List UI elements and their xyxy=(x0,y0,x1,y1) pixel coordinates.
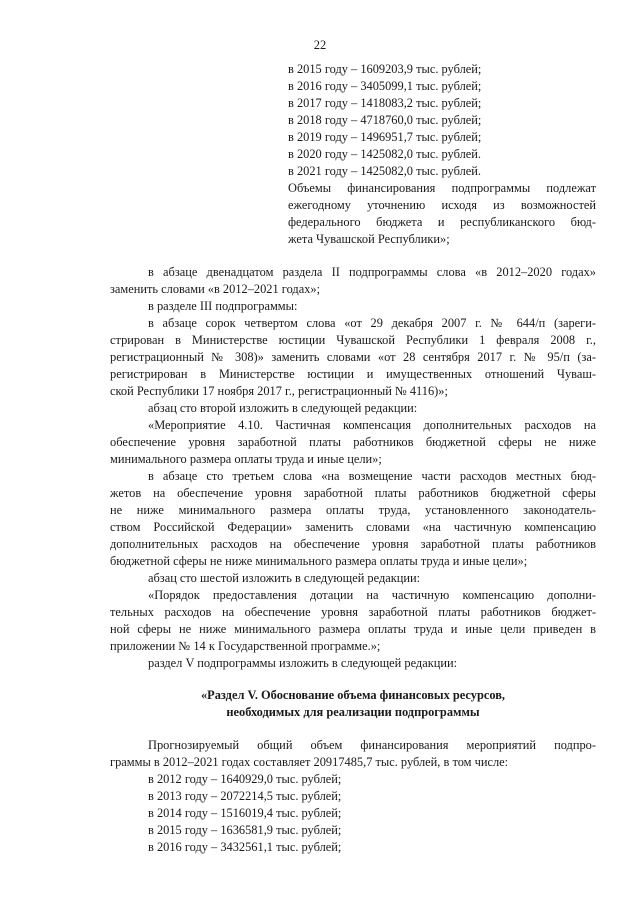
body-line: раздел V подпрограммы изложить в следующей редакции: xyxy=(148,656,458,670)
body-line: ской Республики 17 ноября 2017 г., регистрационный № 4116)»; xyxy=(110,384,448,398)
page-number: 22 xyxy=(313,38,327,52)
body-line: заменить словами «в 2012–2021 годах»; xyxy=(110,282,321,296)
body-line: в разделе III подпрограммы: xyxy=(148,299,298,313)
body-line: абзац сто второй изложить в следующей редакции: xyxy=(148,401,418,415)
year-line: в 2021 году – 1425082,0 тыс. рублей. xyxy=(288,164,481,178)
year-line: в 2016 году – 3432561,1 тыс. рублей; xyxy=(148,840,342,854)
body-line: тельных расходов на обеспечение уровня заработной платы работников бюджет- xyxy=(110,605,596,619)
body-line: дополнительных расходов на обеспечение уровня заработной платы работников xyxy=(110,537,596,551)
funding-note-line: Объемы финансирования подпрограммы подлежат xyxy=(288,181,596,195)
body-line: обеспечение уровня заработной платы работников бюджетной сферы не ниже xyxy=(110,435,596,449)
year-line: в 2015 году – 1636581,9 тыс. рублей; xyxy=(148,823,342,837)
body-line: приложении № 14 к Государственной программе.»; xyxy=(110,639,381,653)
year-line: в 2013 году – 2072214,5 тыс. рублей; xyxy=(148,789,342,803)
section-heading: необходимых для реализации подпрограммы xyxy=(226,705,480,719)
body-line: минимального размера оплаты труда и иные цели»; xyxy=(110,452,382,466)
body-line: жетов на обеспечение уровня заработной платы работников бюджетной сферы xyxy=(110,486,596,500)
body-line: в абзаце сто третьем слова «на возмещение части расходов местных бюд- xyxy=(148,469,596,483)
body-line: в абзаце двенадцатом раздела II подпрограммы слова «в 2012–2020 годах» xyxy=(148,265,596,279)
funding-note-line: федерального бюджета и республиканского бюд- xyxy=(288,215,596,229)
body-line: ством Российской Федерации» заменить словами «на частичную компенсацию xyxy=(110,520,596,534)
year-line: в 2012 году – 1640929,0 тыс. рублей; xyxy=(148,772,342,786)
body-line: абзац сто шестой изложить в следующей редакции: xyxy=(148,571,421,585)
body-line: в абзаце сорок четвертом слова «от 29 декабря 2007 г. № 644/п (зареги- xyxy=(148,316,596,330)
funding-note-line: ежегодному уточнению исходя из возможностей xyxy=(288,198,596,212)
body-line: регистрирован в Министерстве юстиции и имущественных отношений Чуваш- xyxy=(110,367,596,381)
year-line: в 2020 году – 1425082,0 тыс. рублей. xyxy=(288,147,481,161)
body-line: стрирован в Министерстве юстиции Чувашской Республики 1 февраля 2008 г., xyxy=(110,333,596,347)
year-line: в 2018 году – 4718760,0 тыс. рублей; xyxy=(288,113,482,127)
year-line: в 2017 году – 1418083,2 тыс. рублей; xyxy=(288,96,482,110)
year-line: в 2016 году – 3405099,1 тыс. рублей; xyxy=(288,79,482,93)
year-line: в 2015 году – 1609203,9 тыс. рублей; xyxy=(288,62,482,76)
body-line: «Порядок предоставления дотации на частичную компенсацию дополни- xyxy=(148,588,596,602)
section-heading: «Раздел V. Обоснование объема финансовых ресурсов, xyxy=(200,688,506,702)
body-line: «Мероприятие 4.10. Частичная компенсация дополнительных расходов на xyxy=(148,418,596,432)
body-line: ной сферы не ниже минимального размера оплаты труда и иные цели приведен в xyxy=(110,622,596,636)
year-line: в 2019 году – 1496951,7 тыс. рублей; xyxy=(288,130,482,144)
body-line: не ниже минимального размера оплаты труда, установленного законодатель- xyxy=(110,503,596,517)
funding-note-line: жета Чувашской Республики»; xyxy=(288,232,450,246)
intro-line: Прогнозируемый общий объем финансирования мероприятий подпро- xyxy=(148,738,596,752)
year-line: в 2014 году – 1516019,4 тыс. рублей; xyxy=(148,806,342,820)
intro-line: граммы в 2012–2021 годах составляет 20917485,7 тыс. рублей, в том числе: xyxy=(110,755,509,769)
body-line: бюджетной сферы не ниже минимального размера оплаты труда и иные цели»; xyxy=(110,554,528,568)
body-line: регистрационный № 308)» заменить словами «от 28 сентября 2017 г. № 95/п (за- xyxy=(110,350,596,364)
